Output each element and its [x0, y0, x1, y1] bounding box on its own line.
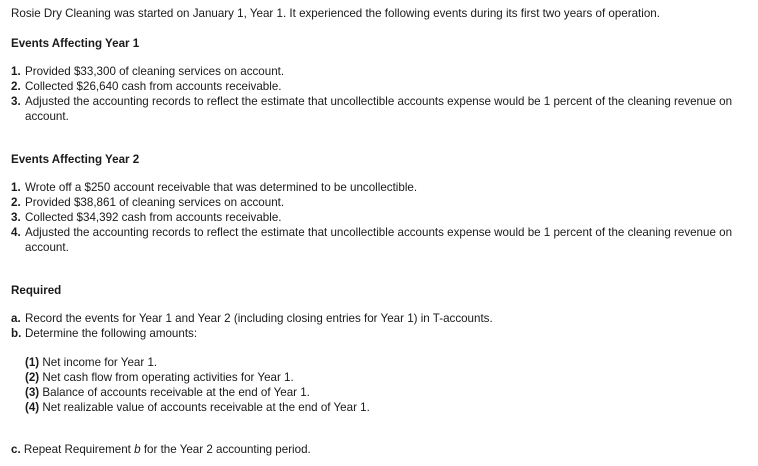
sub-item-2-text: Net cash flow from operating activities for Year 1. [42, 371, 294, 384]
required-item-a-letter: a. [11, 312, 21, 325]
year1-event-3-text: Adjusted the accounting records to reflect the estimate that uncollectible accounts expense would be 1 percent of the cleaning revenue on account. [25, 95, 733, 123]
year1-event-1-text: Provided $33,300 of cleaning services on account. [25, 65, 285, 78]
sub-item-4-text: Net realizable value of accounts receivable at the end of Year 1. [42, 401, 370, 414]
sub-item-1-text: Net income for Year 1. [42, 356, 158, 369]
year2-event-4 [11, 225, 739, 255]
year2-event-3-number: 3. [11, 211, 21, 224]
required-item-b-text: Determine the following amounts: [25, 327, 198, 340]
sub-item-3-text: Balance of accounts receivable at the end of Year 1. [42, 386, 310, 399]
required-item-c [11, 443, 311, 456]
sub-item-1 [25, 355, 370, 370]
year1-event-3 [11, 94, 739, 124]
required-item-c-text-after: for the Year 2 accounting period. [143, 443, 311, 456]
required-item-a [11, 311, 493, 326]
year1-event-list [11, 64, 739, 124]
year2-event-2-text: Provided $38,861 of cleaning services on account. [25, 196, 285, 209]
required-item-c-letter: c. [11, 443, 21, 456]
required-b-sub-list [25, 355, 370, 415]
year2-event-1-text: Wrote off a $250 account receivable that was determined to be uncollectible. [25, 181, 418, 194]
required-item-b-letter: b. [11, 327, 22, 340]
year2-event-3 [11, 210, 739, 225]
sub-item-4-number: (4) [25, 401, 40, 414]
year1-event-2-text: Collected $26,640 cash from accounts receivable. [25, 80, 282, 93]
required-item-b [11, 326, 493, 341]
year2-event-list [11, 180, 739, 255]
year2-heading: Events Affecting Year 2 [11, 153, 140, 166]
year1-event-1-number: 1. [11, 65, 21, 78]
year2-event-4-number: 4. [11, 226, 21, 239]
year1-event-3-number: 3. [11, 95, 21, 108]
year1-event-1 [11, 64, 739, 79]
required-heading: Required [11, 284, 62, 297]
year2-event-2 [11, 195, 739, 210]
required-item-c-italic-ref: b [134, 443, 141, 456]
sub-item-1-number: (1) [25, 356, 40, 369]
year1-event-2 [11, 79, 739, 94]
required-item-c-text-before: Repeat Requirement [23, 443, 131, 456]
year1-heading: Events Affecting Year 1 [11, 37, 140, 50]
year2-event-1-number: 1. [11, 181, 21, 194]
sub-item-2 [25, 370, 370, 385]
year2-event-2-number: 2. [11, 196, 21, 209]
sub-item-3-number: (3) [25, 386, 40, 399]
intro-paragraph: Rosie Dry Cleaning was started on January 1, Year 1. It experienced the following events during its first two years of operation. [11, 7, 660, 20]
year2-event-4-text: Adjusted the accounting records to reflect the estimate that uncollectible accounts expense would be 1 percent of the cleaning revenue on account. [25, 226, 733, 254]
required-item-a-text: Record the events for Year 1 and Year 2 (including closing entries for Year 1) in T-accounts. [25, 312, 493, 325]
year2-event-1 [11, 180, 739, 195]
required-list [11, 311, 493, 341]
sub-item-3 [25, 385, 370, 400]
year2-event-3-text: Collected $34,392 cash from accounts receivable. [25, 211, 282, 224]
sub-item-4 [25, 400, 370, 415]
year1-event-2-number: 2. [11, 80, 21, 93]
sub-item-2-number: (2) [25, 371, 40, 384]
